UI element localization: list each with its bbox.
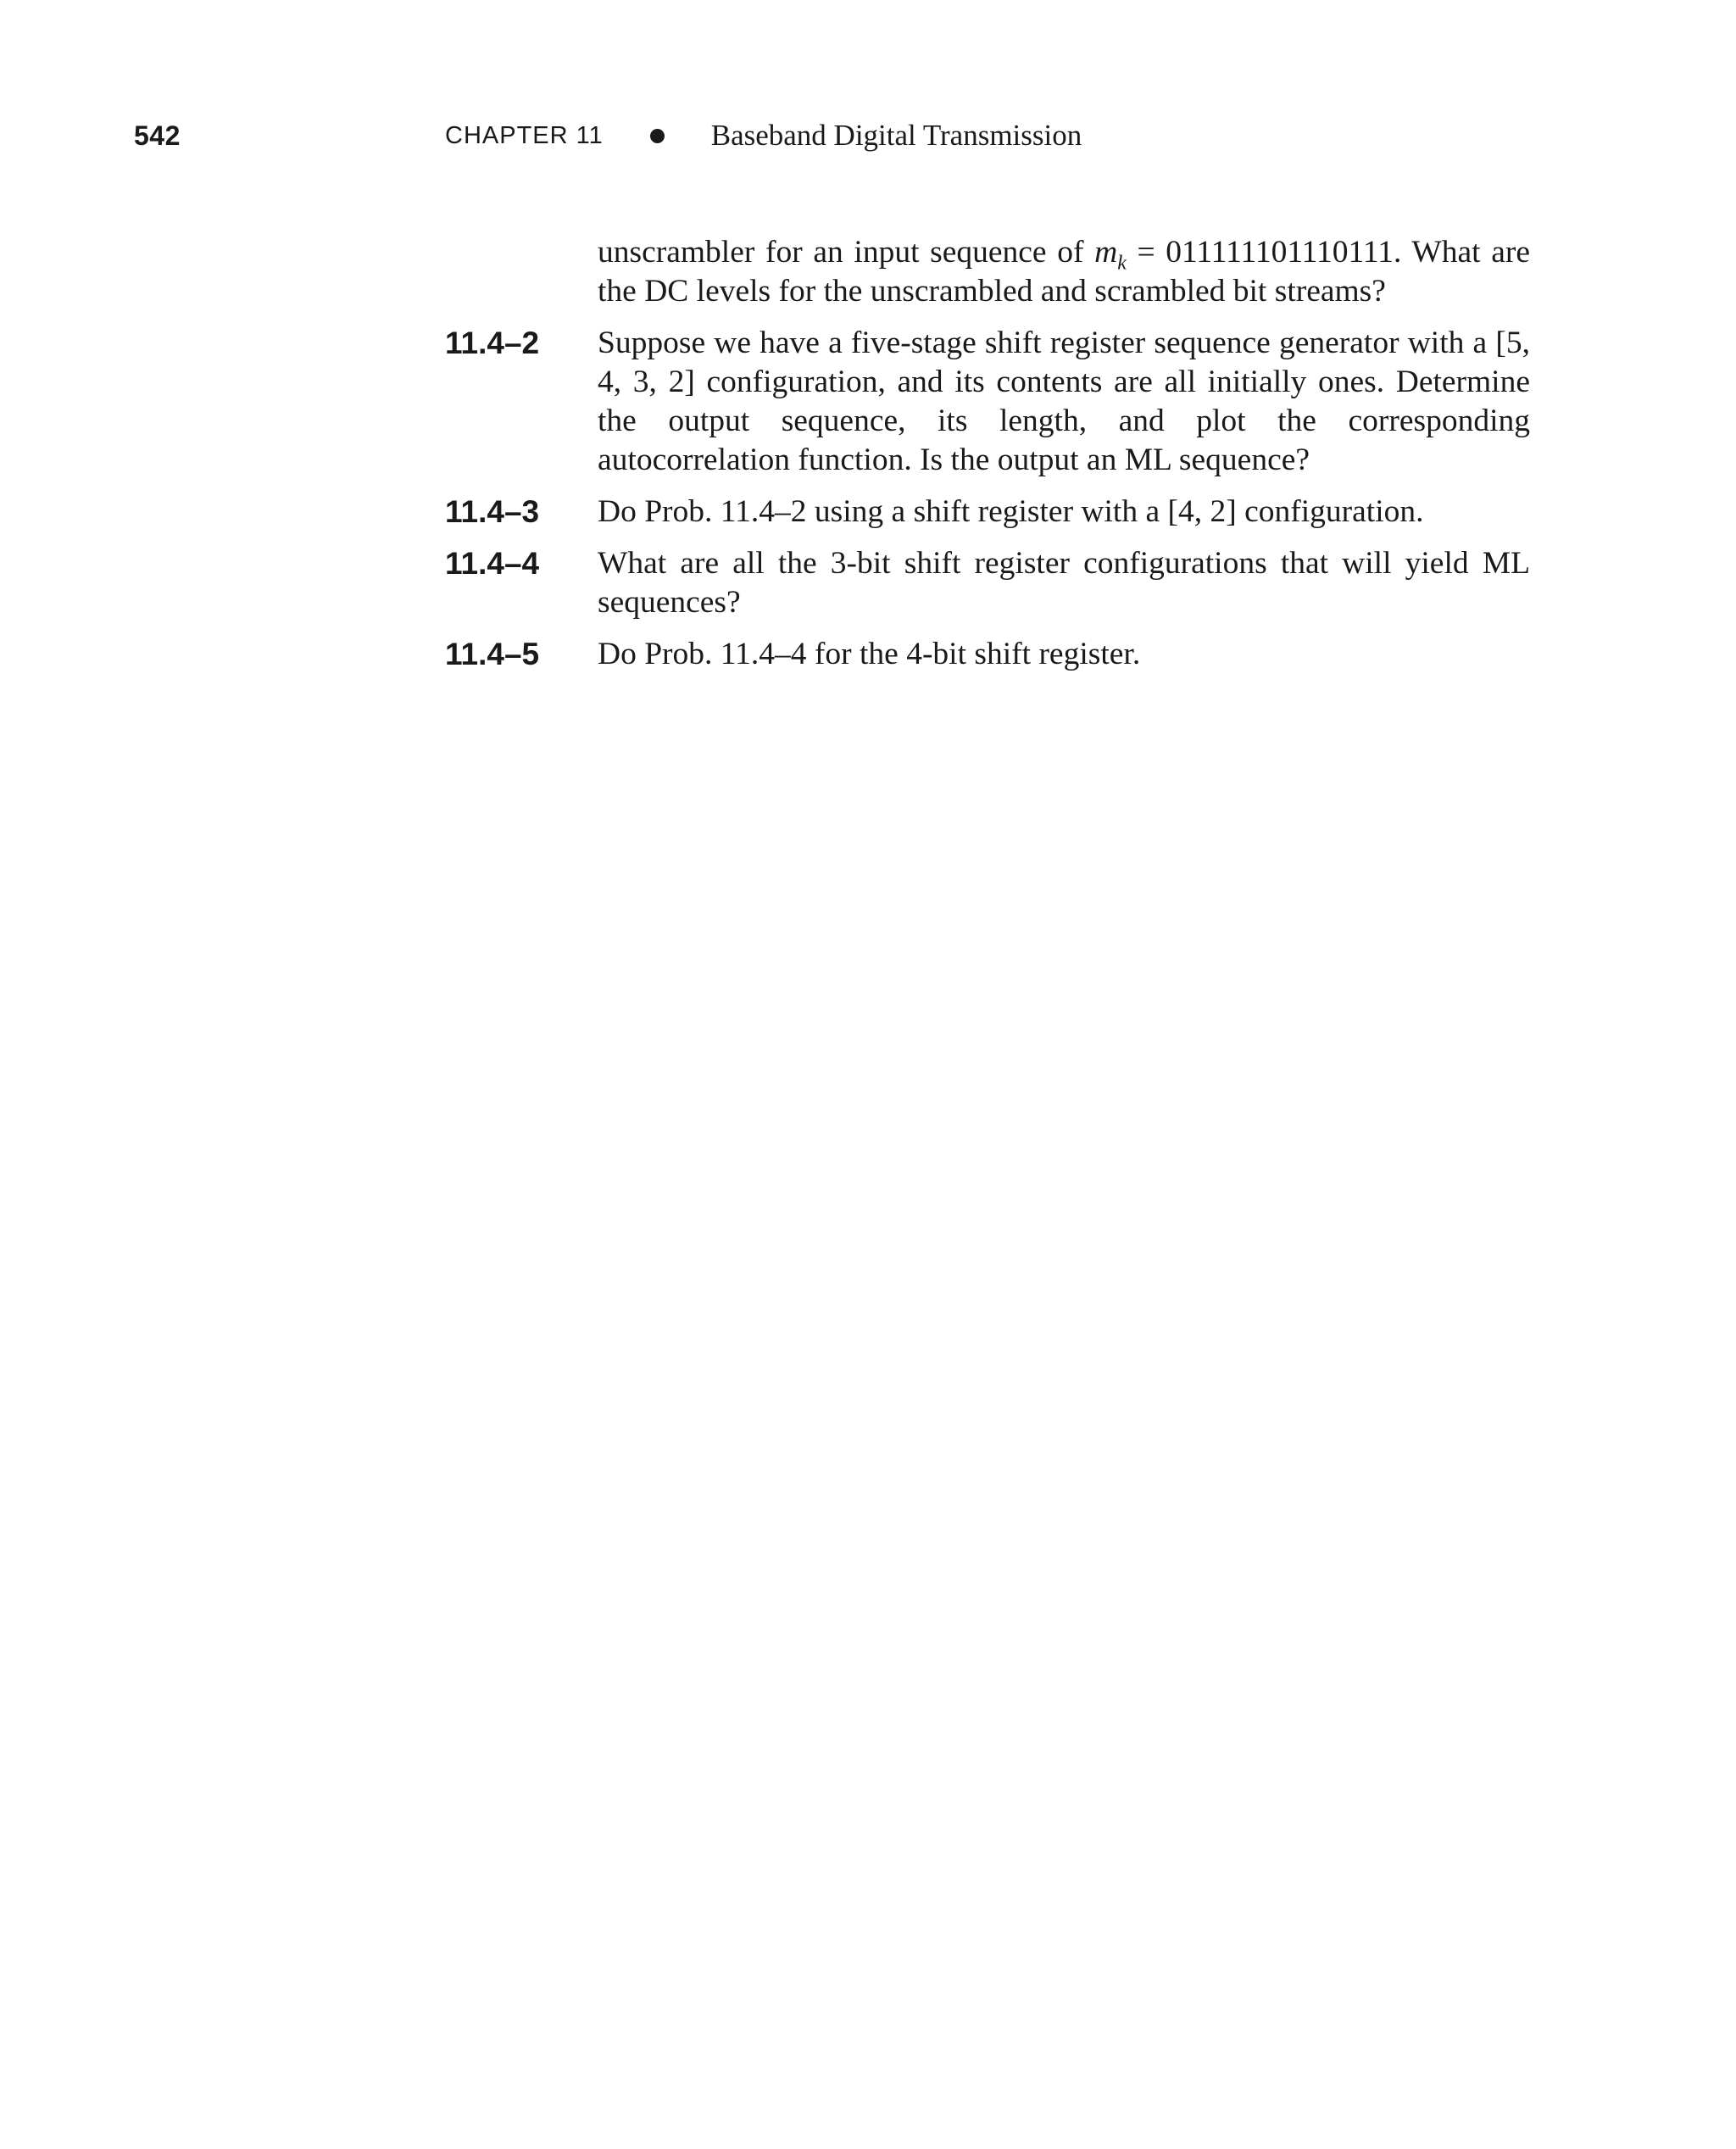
math-variable: m (1094, 235, 1118, 270)
problem-text-after: = 011111101110111. What are the DC levels for the unscrambled and scrambled bit streams? (598, 235, 1530, 309)
problem-list (445, 233, 1530, 687)
problem-text: Do Prob. 11.4–4 for the 4-bit shift register. (598, 637, 1141, 671)
page-number: 542 (134, 120, 181, 151)
problem-number: 11.4–2 (445, 326, 540, 360)
problem-11-4-2 (445, 324, 1530, 480)
bullet-icon (650, 129, 665, 143)
problem-text: Do Prob. 11.4–2 using a shift register with a [4, 2] configuration. (598, 494, 1424, 529)
problem-text (598, 233, 1530, 311)
problem-number: 11.4–4 (445, 546, 540, 581)
problem-11-4-5 (445, 635, 1530, 674)
problem-number: 11.4–3 (445, 494, 540, 529)
running-head (445, 119, 1082, 153)
chapter-title: Baseband Digital Transmission (710, 119, 1082, 152)
problem-number: 11.4–5 (445, 637, 540, 671)
problem-text: Suppose we have a five-stage shift register sequence generator with a [5, 4, 3, 2] configuration, and its contents are all initially ones. Determine the output sequence, its length, and plot the corresponding autocorrelation function. Is the output an ML sequence? (598, 326, 1530, 477)
chapter-label: CHAPTER 11 (445, 121, 604, 149)
problem-11-4-4 (445, 544, 1530, 622)
problem-text: What are all the 3-bit shift register configurations that will yield ML sequences? (598, 546, 1530, 620)
math-subscript: k (1117, 252, 1127, 275)
problem-continued (445, 233, 1530, 311)
problem-11-4-3 (445, 493, 1530, 532)
problem-text-before: unscrambler for an input sequence of (598, 235, 1095, 270)
